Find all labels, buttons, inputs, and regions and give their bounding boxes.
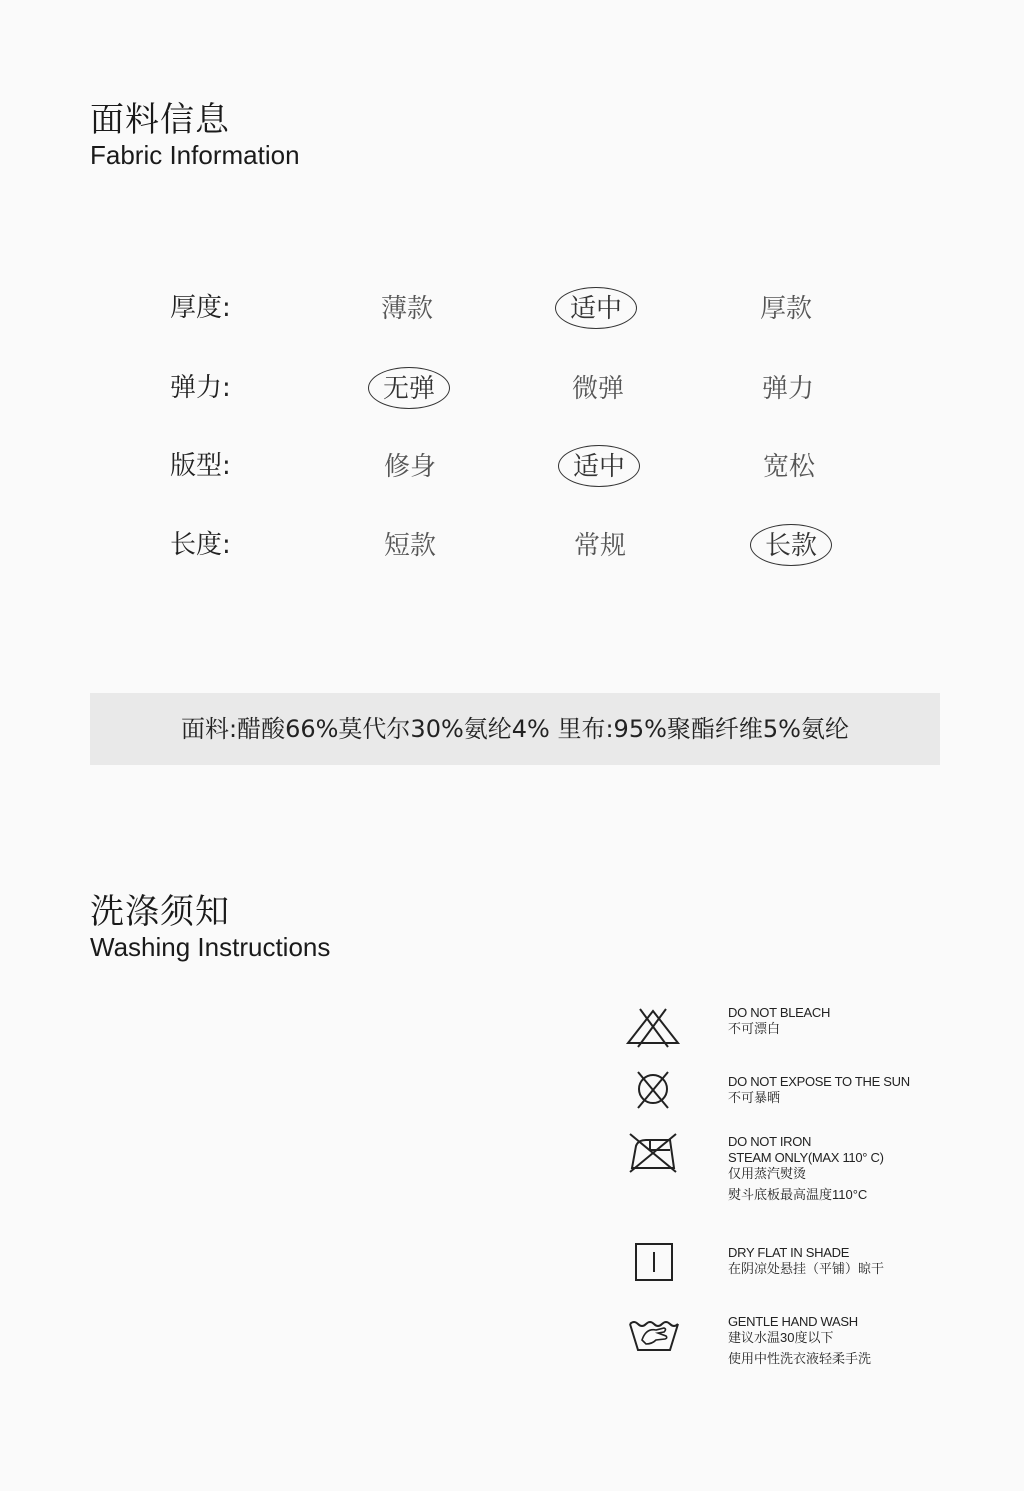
care-text-en: STEAM ONLY(MAX 110° C): [728, 1150, 884, 1165]
care-text-zh: 熨斗底板最高温度110°C: [728, 1187, 868, 1202]
attribute-row-length: [0, 520, 1024, 570]
attribute-option: 短款: [383, 531, 436, 561]
care-text-zh: 仅用蒸汽熨烫: [728, 1166, 807, 1181]
attribute-option: 无弹: [368, 367, 450, 409]
fabric-title-zh: 面料信息: [90, 100, 230, 140]
care-text-en: GENTLE HAND WASH: [728, 1314, 858, 1329]
hand-wash-icon: [620, 1310, 686, 1360]
care-text-zh: 使用中性洗衣液轻柔手洗: [728, 1351, 872, 1366]
washing-title-zh: 洗涤须知: [90, 892, 230, 932]
attribute-option: 厚款: [759, 294, 812, 324]
no-bleach-icon: [620, 1005, 686, 1055]
attribute-option: 宽松: [762, 452, 815, 482]
attribute-label: 长度:: [170, 530, 231, 560]
no-iron-icon: [620, 1132, 686, 1182]
care-text: [728, 1245, 978, 1277]
care-text-zh: 建议水温30度以下: [728, 1330, 834, 1345]
attribute-option: 长款: [750, 524, 832, 566]
care-text-zh: 不可暴晒: [728, 1090, 781, 1105]
washing-title-en: Washing Instructions: [90, 932, 331, 962]
fabric-title-en: Fabric Information: [90, 140, 300, 170]
care-text: [728, 1314, 978, 1367]
attribute-row-elasticity: [0, 363, 1024, 413]
attribute-label: 厚度:: [170, 293, 231, 323]
attribute-option: 修身: [383, 452, 436, 482]
care-text-zh: 在阴凉处悬挂（平铺）晾干: [728, 1261, 885, 1276]
attribute-row-thickness: [0, 283, 1024, 333]
care-text-zh: 不可漂白: [728, 1021, 781, 1036]
care-text-en: DO NOT BLEACH: [728, 1005, 831, 1020]
attribute-option: 适中: [558, 445, 640, 487]
attribute-option: 常规: [573, 531, 626, 561]
care-text: [728, 1005, 978, 1037]
composition-bar: 面料:醋酸66%莫代尔30%氨纶4% 里布:95%聚酯纤维5%氨纶: [90, 693, 940, 765]
fabric-section-title: [90, 100, 300, 170]
care-text: [728, 1074, 978, 1106]
care-text-en: DRY FLAT IN SHADE: [728, 1245, 850, 1260]
care-text: [728, 1134, 978, 1203]
attribute-option: 微弹: [571, 374, 624, 404]
no-sun-icon: [620, 1068, 686, 1118]
attribute-option: 薄款: [380, 294, 433, 324]
care-text-en: DO NOT EXPOSE TO THE SUN: [728, 1074, 910, 1089]
washing-section-title: [90, 892, 330, 962]
attribute-option: 弹力: [761, 374, 814, 404]
attribute-label: 弹力:: [170, 373, 231, 403]
care-text-en: DO NOT IRON: [728, 1134, 812, 1149]
attribute-row-fit: [0, 441, 1024, 491]
attribute-option: 适中: [555, 287, 637, 329]
dry-flat-shade-icon: [620, 1240, 686, 1290]
attribute-label: 版型:: [170, 451, 231, 481]
